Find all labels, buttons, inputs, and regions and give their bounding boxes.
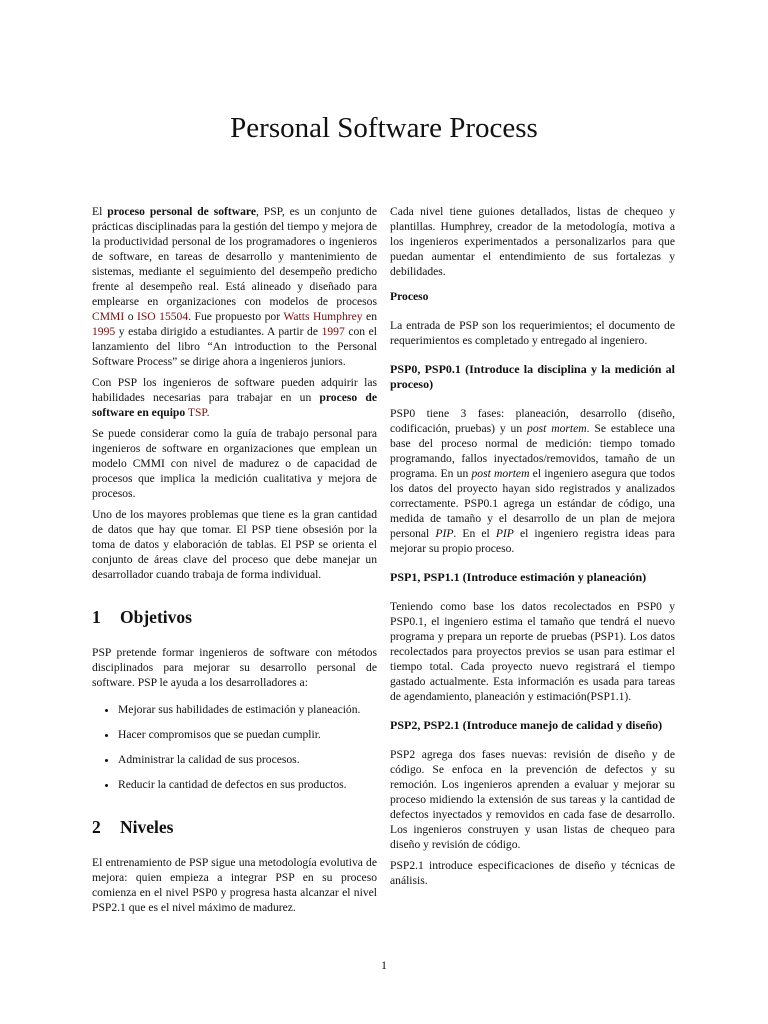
text: con el lanzamiento del libro “An introduction to the Personal Software Process” se dirige ahora a ingenieros juniors. xyxy=(92,325,378,368)
text: . xyxy=(206,406,210,419)
section-number: 1 xyxy=(92,607,101,627)
intro-paragraph xyxy=(92,204,377,369)
paragraph-problems: Uno de los mayores problemas que tiene es la gran cantidad de datos que hay que tomar. El PSP tiene obsesión por la toma de datos y elaboración de tablas. El PSP se orienta el conjunto de áreas clave del proceso que debe manejar un desarrollador cuando trabaja de forma individual. xyxy=(92,508,377,581)
text: el ingeniero registra ideas para mejorar su propio proceso. xyxy=(390,527,675,555)
subsection-heading-proceso: Proceso xyxy=(390,290,429,303)
paragraph-psp1: Teniendo como base los datos recolectados en PSP0 y PSP0.1, el ingeniero estima el tamaño que tendrá el nuevo programa y prepara un reporte de pruebas (PSP1). Los datos recolectados para proyectos previos se usan para estimar el tiempo total. Cada proyecto nuevo registrará el tiempo gastado actualmente. Esta información es usada para tareas de agendamiento, planeación y estimación(PSP1.1). xyxy=(390,600,675,703)
list-item: • Reducir la cantidad de defectos en sus productos. xyxy=(118,777,377,792)
subsection-heading-psp0: PSP0, PSP0.1 (Introduce la disciplina y la medición al proceso) xyxy=(390,362,675,391)
italic-term: PIP xyxy=(435,527,454,540)
page-title: Personal Software Process xyxy=(230,112,538,144)
subsection-heading-psp1: PSP1, PSP1.1 (Introduce estimación y planeación) xyxy=(390,570,647,584)
text: . En el xyxy=(453,527,496,540)
right-column xyxy=(390,204,675,894)
left-column xyxy=(92,204,377,921)
paragraph-guide: Se puede considerar como la guía de trabajo personal para ingenieros de software en organizaciones que emplean un modelo CMMI con nivel de madurez o de capacidad de procesos que implica la medición cualitativa y mejora de procesos. xyxy=(92,427,377,500)
text: El xyxy=(92,205,108,218)
text: o xyxy=(124,310,137,323)
paragraph-proceso: La entrada de PSP son los requerimientos; el documento de requerimientos es completado y entregado al ingeniero. xyxy=(390,319,675,347)
list-item: • Administrar la calidad de sus procesos. xyxy=(118,752,377,767)
list-item: • Mejorar sus habilidades de estimación y planeación. xyxy=(118,702,377,717)
list-item: • Hacer compromisos que se puedan cumplir. xyxy=(118,727,377,742)
objectives-list xyxy=(92,702,377,792)
bold-term: proceso de software en equipo xyxy=(92,391,377,419)
text: Con PSP los ingenieros de software pueden adquirir las habilidades necesarias para trabajar en un xyxy=(92,376,377,404)
text: PSP0 tiene 3 fases: planeación, desarrollo (diseño, codificación, pruebas) y un xyxy=(390,407,675,435)
link-iso-15504[interactable]: ISO 15504 xyxy=(137,310,189,323)
link-watts-humphrey[interactable]: Watts Humphrey xyxy=(283,310,363,323)
text: , PSP, es un conjunto de prácticas disciplinadas para la gestión del tiempo y mejora de la productividad personal de los programadores o ingenieros de software, en tareas de desarrollo y mantenimiento de sistemas, mediante el seguimiento del desempeño predicho frente al desempeño real. Está alineado y diseñado para emplearse en organizaciones con modelos de procesos xyxy=(92,205,378,308)
section-number: 2 xyxy=(92,817,101,837)
text: . Fue propuesto por xyxy=(188,310,284,323)
link-1997[interactable]: 1997 xyxy=(321,325,345,338)
section-heading-niveles xyxy=(92,817,377,837)
paragraph-niveles: El entrenamiento de PSP sigue una metodología evolutiva de mejora: quien empieza a integrar PSP en su proceso comienza en el nivel PSP0 y progresa hasta alcanzar el nivel PSP2.1 que es el nivel máximo de madurez. xyxy=(92,856,377,914)
link-cmmi[interactable]: CMMI xyxy=(92,310,125,323)
subsection-heading-psp2: PSP2, PSP2.1 (Introduce manejo de calidad y diseño) xyxy=(390,718,663,732)
paragraph-psp2: PSP2 agrega dos fases nuevas: revisión de diseño y de código. Se enfoca en la prevención de defectos y su remoción. Los ingenieros aprenden a evaluar y mejorar su proceso midiendo la extensión de sus tareas y la cantidad de defectos inyectados y removidos en cada fase de desarrollo. Los ingenieros construyen y usan listas de chequeo para diseño y revisión de código. xyxy=(390,748,675,851)
italic-term: post mortem xyxy=(527,422,587,435)
section-heading-objetivos xyxy=(92,607,377,627)
text: el ingeniero asegura que todos los datos del proyecto hayan sido registrados y analizados correctamente. PSP0.1 agrega un estándar de código, una medida de tamaño y el desarrollo de un plan de mejora personal xyxy=(390,467,675,540)
link-1995[interactable]: 1995 xyxy=(92,325,116,338)
page-number: 1 xyxy=(381,958,387,972)
italic-term: post mortem xyxy=(471,467,530,480)
paragraph-psp21: PSP2.1 introduce especificaciones de diseño y técnicas de análisis. xyxy=(390,859,675,887)
paragraph-objetivos: PSP pretende formar ingenieros de software con métodos disciplinados para mejorar su desarrollo personal de software. PSP le ayuda a los desarrolladores a: xyxy=(92,646,377,689)
section-title: Niveles xyxy=(120,817,174,837)
paragraph-psp0 xyxy=(390,406,675,556)
text: y estaba dirigido a estudiantes. A partir de xyxy=(115,325,322,338)
italic-term: PIP xyxy=(495,527,514,540)
bold-term: proceso personal de software xyxy=(107,205,256,218)
paragraph-guiones: Cada nivel tiene guiones detallados, listas de chequeo y plantillas. Humphrey, creador de la metodología, motiva a los ingenieros experimentados a personalizarlos para que puedan aumentar el entendimiento de sus fortalezas y debilidades. xyxy=(390,205,675,278)
section-title: Objetivos xyxy=(120,607,192,627)
text: . Se establece una base del proceso normal de medición: tiempo tomado programando, fallos inyectados/removidos, tamaño de un programa. En un xyxy=(390,422,675,480)
text: en xyxy=(362,310,377,323)
paragraph-tsp xyxy=(92,375,377,420)
link-tsp[interactable]: TSP xyxy=(187,406,207,419)
